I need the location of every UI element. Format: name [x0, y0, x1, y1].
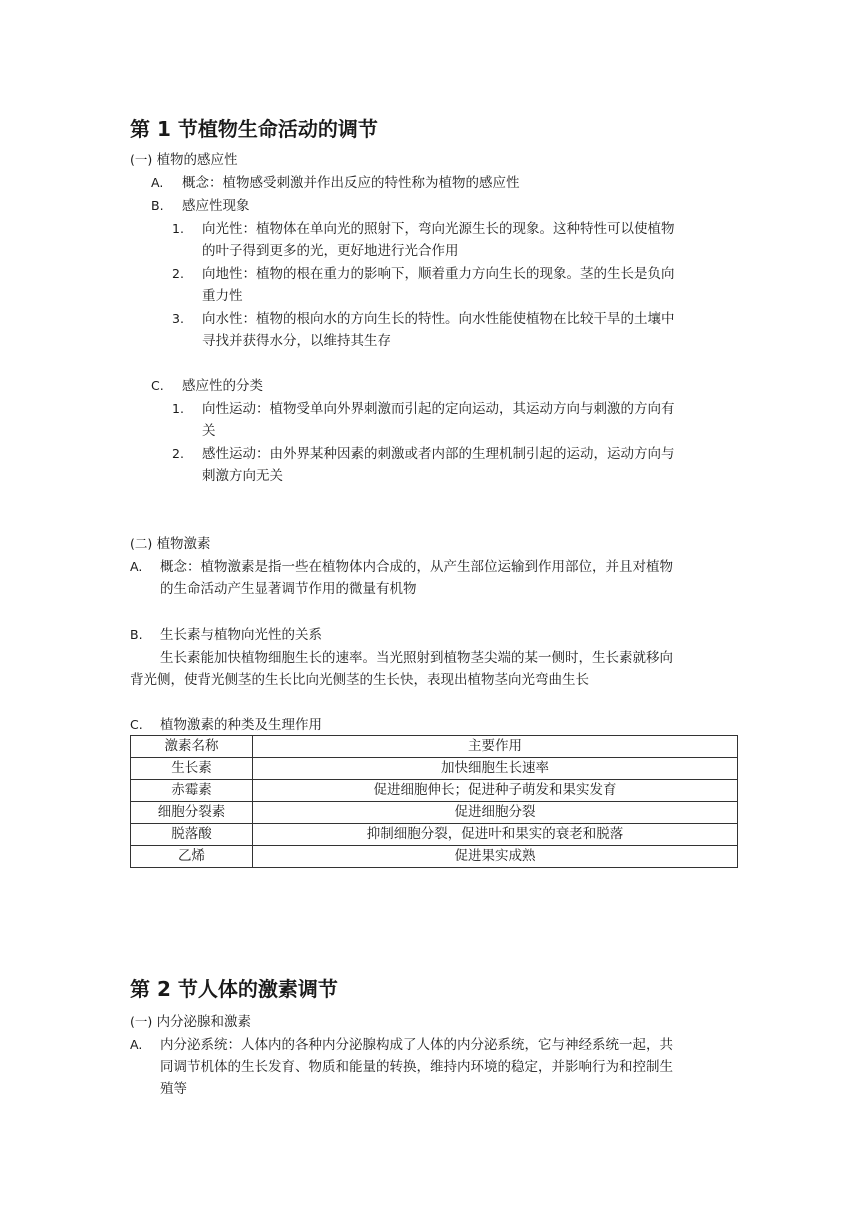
table-row	[131, 802, 738, 824]
list-item-line: 的叶子得到更多的光，更好地进行光合作用	[202, 243, 459, 259]
list-item-line: 向光性：植物体在单向光的照射下，弯向光源生长的现象。这种特性可以使植物	[202, 221, 675, 237]
list-number: 2.	[172, 266, 184, 281]
table-cell: 抑制细胞分裂，促进叶和果实的衰老和脱落	[253, 824, 738, 846]
list-number: 1.	[172, 221, 184, 236]
table-cell: 细胞分裂素	[131, 802, 253, 824]
section2-title: 第 2 节人体的激素调节	[130, 977, 338, 1001]
list-item-line: 感性运动：由外界某种因素的刺激或者内部的生理机制引起的运动，运动方向与	[202, 446, 675, 462]
list-item-line: 向性运动：植物受单向外界刺激而引起的定向运动，其运动方向与刺激的方向有	[202, 401, 675, 417]
paragraph-line: 内分泌系统：人体内的各种内分泌腺构成了人体的内分泌系统，它与神经系统一起，共	[160, 1037, 673, 1053]
subheading: 感应性现象	[182, 198, 250, 214]
part-marker: (二)	[130, 536, 153, 551]
table-row	[131, 824, 738, 846]
table-row	[131, 846, 738, 868]
table-header-row	[131, 736, 738, 758]
table-header-cell: 主要作用	[253, 736, 738, 758]
list-marker: A.	[151, 175, 164, 190]
list-number: 1.	[172, 401, 184, 416]
list-number: 3.	[172, 311, 184, 326]
table-cell: 加快细胞生长速率	[253, 758, 738, 780]
list-item-line: 向地性：植物的根在重力的影响下，顺着重力方向生长的现象。茎的生长是负向	[202, 266, 675, 282]
paragraph-line: 同调节机体的生长发育、物质和能量的转换，维持内环境的稳定，并影响行为和控制生	[160, 1059, 673, 1075]
paragraph-line: 概念：植物激素是指一些在植物体内合成的，从产生部位运输到作用部位，并且对植物	[160, 559, 673, 575]
subheading: 植物激素的种类及生理作用	[160, 717, 322, 733]
table-header-cell: 激素名称	[131, 736, 253, 758]
list-marker: C.	[151, 378, 164, 393]
list-item-line: 寻找并获得水分，以维持其生存	[202, 333, 391, 349]
paragraph-line: 殖等	[160, 1081, 187, 1097]
list-item-line: 关	[202, 423, 216, 439]
part1-heading	[130, 1011, 251, 1033]
list-marker: B.	[130, 627, 143, 642]
section1-title: 第 1 节植物生命活动的调节	[130, 117, 378, 141]
list-item-line: 刺激方向无关	[202, 468, 283, 484]
subheading: 感应性的分类	[182, 378, 263, 394]
list-item-line: 重力性	[202, 288, 243, 304]
paragraph-line: 背光侧，使背光侧茎的生长比向光侧茎的生长快，表现出植物茎向光弯曲生长	[130, 672, 589, 688]
table-row	[131, 780, 738, 802]
table-cell: 乙烯	[131, 846, 253, 868]
concept-text: 概念：植物感受刺激并作出反应的特性称为植物的感应性	[182, 175, 520, 191]
hormone-table	[130, 735, 738, 868]
part-marker: (一)	[130, 152, 153, 167]
list-number: 2.	[172, 446, 184, 461]
subheading: 生长素与植物向光性的关系	[160, 627, 322, 643]
table-row	[131, 758, 738, 780]
table-cell: 生长素	[131, 758, 253, 780]
list-marker: B.	[151, 198, 164, 213]
part-marker: (一)	[130, 1014, 153, 1029]
table-cell: 脱落酸	[131, 824, 253, 846]
part1-heading	[130, 149, 238, 171]
table-cell: 促进细胞伸长；促进种子萌发和果实发育	[253, 780, 738, 802]
table-cell: 促进果实成熟	[253, 846, 738, 868]
part-heading-text: 植物的感应性	[156, 152, 238, 168]
part-heading-text: 内分泌腺和激素	[156, 1014, 252, 1030]
table-cell: 赤霉素	[131, 780, 253, 802]
part-heading-text: 植物激素	[156, 536, 211, 552]
list-item-line: 向水性：植物的根向水的方向生长的特性。向水性能使植物在比较干旱的土壤中	[202, 311, 675, 327]
list-marker: C.	[130, 717, 143, 732]
list-marker: A.	[130, 1037, 143, 1052]
paragraph-line: 的生命活动产生显著调节作用的微量有机物	[160, 581, 417, 597]
table-cell: 促进细胞分裂	[253, 802, 738, 824]
paragraph-line: 生长素能加快植物细胞生长的速率。当光照射到植物茎尖端的某一侧时，生长素就移向	[160, 650, 673, 666]
part2-heading	[130, 533, 211, 555]
list-marker: A.	[130, 559, 143, 574]
